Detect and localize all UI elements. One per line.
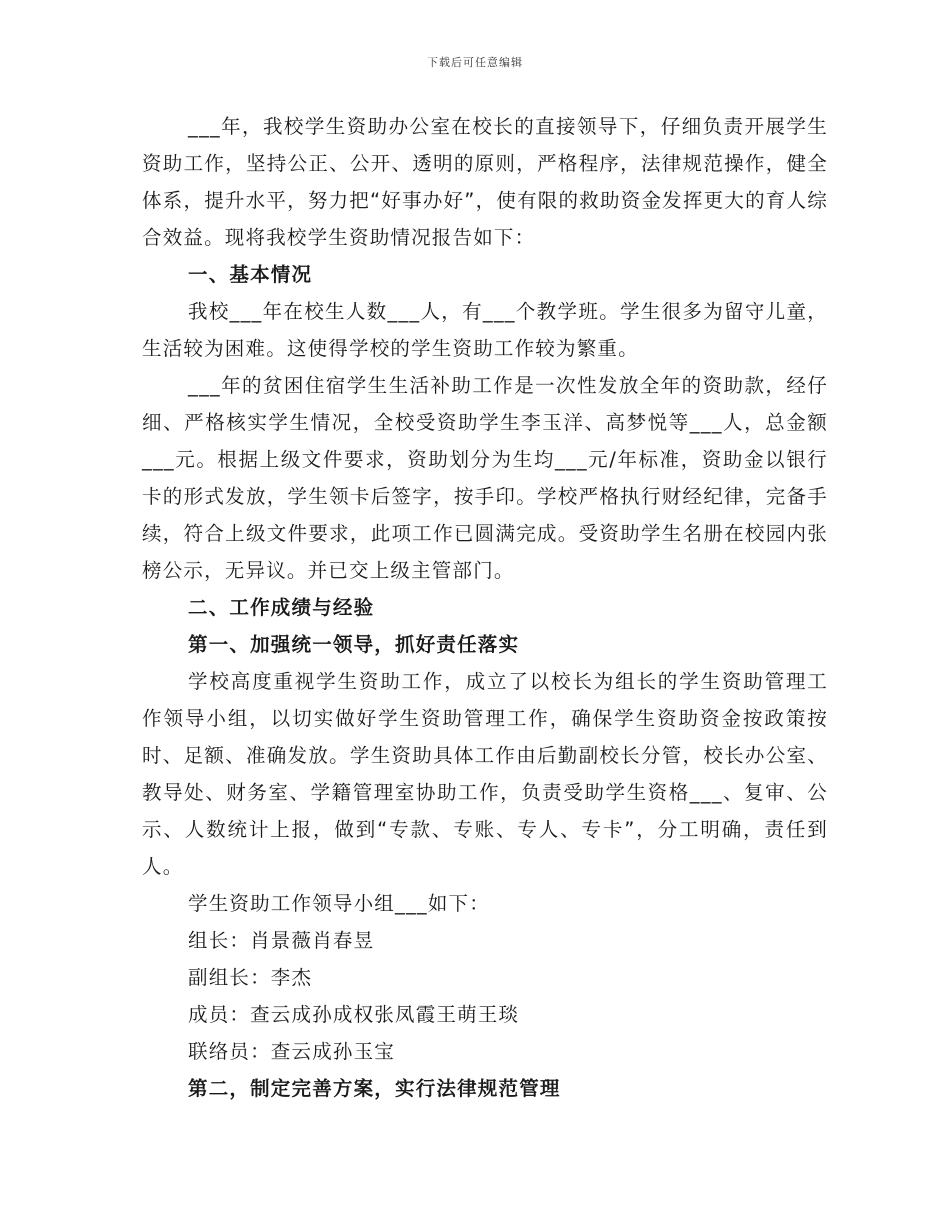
- leadership-paragraph: 学校高度重视学生资助工作，成立了以校长为组长的学生资助管理工作领导小组，以切实做好学生资助管理工作，确保学生资助资金按政策按时、足额、准确发放。学生资助具体工作由后勤副校长分管，校长办公室、教导处、财务室、学籍管理室协助工作，负责受助学生资格___、复审、公示、人数统计上报，做到“专款、专账、专人、专卡”，分工明确，责任到人。: [142, 670, 828, 878]
- section-heading-results: 二、工作成绩与经验: [188, 596, 375, 619]
- group-liaison-line: 联络员：查云成孙玉宝: [188, 1040, 396, 1063]
- group-leader-line: 组长：肖景薇肖春昱: [188, 929, 375, 952]
- document-body: [142, 108, 828, 1107]
- intro-paragraph: ___年，我校学生资助办公室在校长的直接领导下，仔细负责开展学生资助工作，坚持公正、公开、透明的原则，严格程序，法律规范操作，健全体系，提升水平，努力把“好事办好”，使有限的救助资金发挥更大的育人综合效益。现将我校学生资助情况报告如下：: [142, 115, 828, 249]
- subheading-leadership: 第一、加强统一领导，抓好责任落实: [188, 633, 520, 656]
- group-members-line: 成员：查云成孙成权张凤霞王萌王琰: [188, 1003, 520, 1026]
- section-heading-basic: 一、基本情况: [188, 263, 313, 286]
- basic-paragraph-1: 我校___年在校生人数___人，有___个教学班。学生很多为留守儿童，生活较为困难。这使得学校的学生资助工作较为繁重。: [142, 300, 828, 360]
- page-header: 下载后可任意编辑: [427, 56, 523, 69]
- group-intro-line: 学生资助工作领导小组___如下：: [188, 892, 490, 915]
- group-deputy-line: 副组长：李杰: [188, 966, 313, 989]
- basic-paragraph-2: ___年的贫困住宿学生生活补助工作是一次性发放全年的资助款，经仔细、严格核实学生情况，全校受资助学生李玉洋、高梦悦等___人，总金额___元。根据上级文件要求，资助划分为生均___元/年标准，资助金以银行卡的形式发放，学生领卡后签字，按手印。学校严格执行财经纪律，完备手续，符合上级文件要求，此项工作已圆满完成。受资助学生名册在校园内张榜公示，无异议。并已交上级主管部门。: [142, 374, 828, 582]
- subheading-plan: 第二，制定完善方案，实行法律规范管理: [188, 1077, 561, 1100]
